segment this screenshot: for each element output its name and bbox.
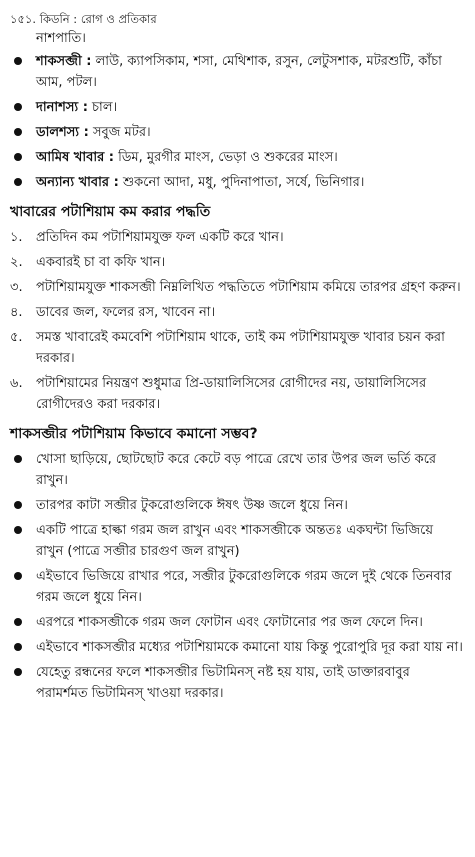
list-item [10,327,463,369]
list-item [10,51,463,93]
list-item: এইভাবে ভিজিয়ে রাখার পরে, সব্জীর টুকরোগুলিকে গরম জলে দুই থেকে তিনবার গরম জলে ধুয়ে নিন। [10,566,463,608]
food-group-label: আমিষ খাবার : [36,150,114,165]
step-number: ৪. [10,305,23,320]
food-group-text: সবুজ মটর। [92,125,151,140]
food-group-label: দানাশস্য : [36,100,88,115]
list-item [10,122,463,143]
list-item [10,302,463,323]
list-item [10,227,463,248]
food-group-label: অন্যান্য খাবার : [36,175,119,190]
food-group-text: ডিম, মুরগীর মাংস, ভেড়া ও শুকরের মাংস। [118,150,338,165]
step-text: প্রতিদিন কম পটাশিয়ামযুক্ত ফল একটি করে খান। [36,230,284,245]
list-item [10,252,463,273]
section-heading-methods: খাবারের পটাশিয়াম কম করার পদ্ধতি [10,204,211,220]
food-group-list [10,51,463,193]
step-number: ৫. [10,330,23,345]
list-item: এইভাবে শাকসব্জীর মধ্যের পটাশিয়ামকে কমানো যায় কিন্তু পুরোপুরি দূর করা যায় না। [10,637,463,658]
step-number: ১. [10,230,23,245]
food-group-text: লাউ, ক্যাপসিকাম, শসা, মেথিশাক, রসুন, লেটুসশাক, মটরশুটি, কাঁচা আম, পটল। [36,54,442,90]
food-group-text: চাল। [92,100,118,115]
list-item [10,97,463,118]
list-item [10,147,463,168]
methods-list [10,227,463,415]
step-number: ৬. [10,376,23,391]
step-text: পটাশিয়ামযুক্ত শাকসব্জী নিম্নলিখিত পদ্ধতিতে পটাশিয়াম কমিয়ে তারপর গ্রহণ করুন। [36,280,461,295]
intro-continuation: নাশপাতি। [36,31,86,46]
list-item [10,277,463,298]
food-group-label: ডালশস্য : [36,125,89,140]
vegetable-steps-list [10,449,463,704]
list-item: যেহেতু রন্ধনের ফলে শাকসব্জীর ভিটামিনস্ নষ্ট হয় যায়, তাই ডাক্তারবাবুর পরামর্শমত ভিটামিনস্ খাওয়া দরকার। [10,662,463,704]
list-item: একটি পাত্রে হাল্কা গরম জল রাখুন এবং শাকসব্জীকে অন্ততঃ একঘন্টা ভিজিয়ে রাখুন (পাত্রে সব্জীর চারগুণ জল রাখুন) [10,520,463,562]
list-item: তারপর কাটা সব্জীর টুকরোগুলিকে ঈষৎ উষ্ণ জলে ধুয়ে নিন। [10,495,463,516]
page-header: ১৫১. কিডনি : রোগ ও প্রতিকার [10,12,157,26]
step-text: পটাশিয়ামের নিয়ন্ত্রণ শুধুমাত্র প্রি-ডায়ালিসিসের রোগীদের নয়, ডায়ালিসিসের রোগীদেরও করা দরকার। [36,376,427,412]
step-number: ২. [10,255,23,270]
food-group-label: শাকসব্জী : [36,54,92,69]
step-number: ৩. [10,280,23,295]
list-item [10,373,463,415]
food-group-text: শুকনো আদা, মধু, পুদিনাপাতা, সর্ষে, ভিনিগার। [122,175,365,190]
step-text: ডাবের জল, ফলের রস, খাবেন না। [36,305,216,320]
list-item [10,172,463,193]
list-item: এরপরে শাকসব্জীকে গরম জল ফোটান এবং ফোটানোর পর জল ফেলে দিন। [10,612,463,633]
section-heading-vegetables: শাকসব্জীর পটাশিয়াম কিভাবে কমানো সম্ভব? [10,426,258,442]
step-text: সমস্ত খাবারেই কমবেশি পটাশিয়াম থাকে, তাই কম পটাশিয়ামযুক্ত খাবার চয়ন করা দরকার। [36,330,445,366]
step-text: একবারই চা বা কফি খান। [36,255,166,270]
list-item: খোসা ছাড়িয়ে, ছোটছোট করে কেটে বড় পাত্রে রেখে তার উপর জল ভর্তি করে রাখুন। [10,449,463,491]
